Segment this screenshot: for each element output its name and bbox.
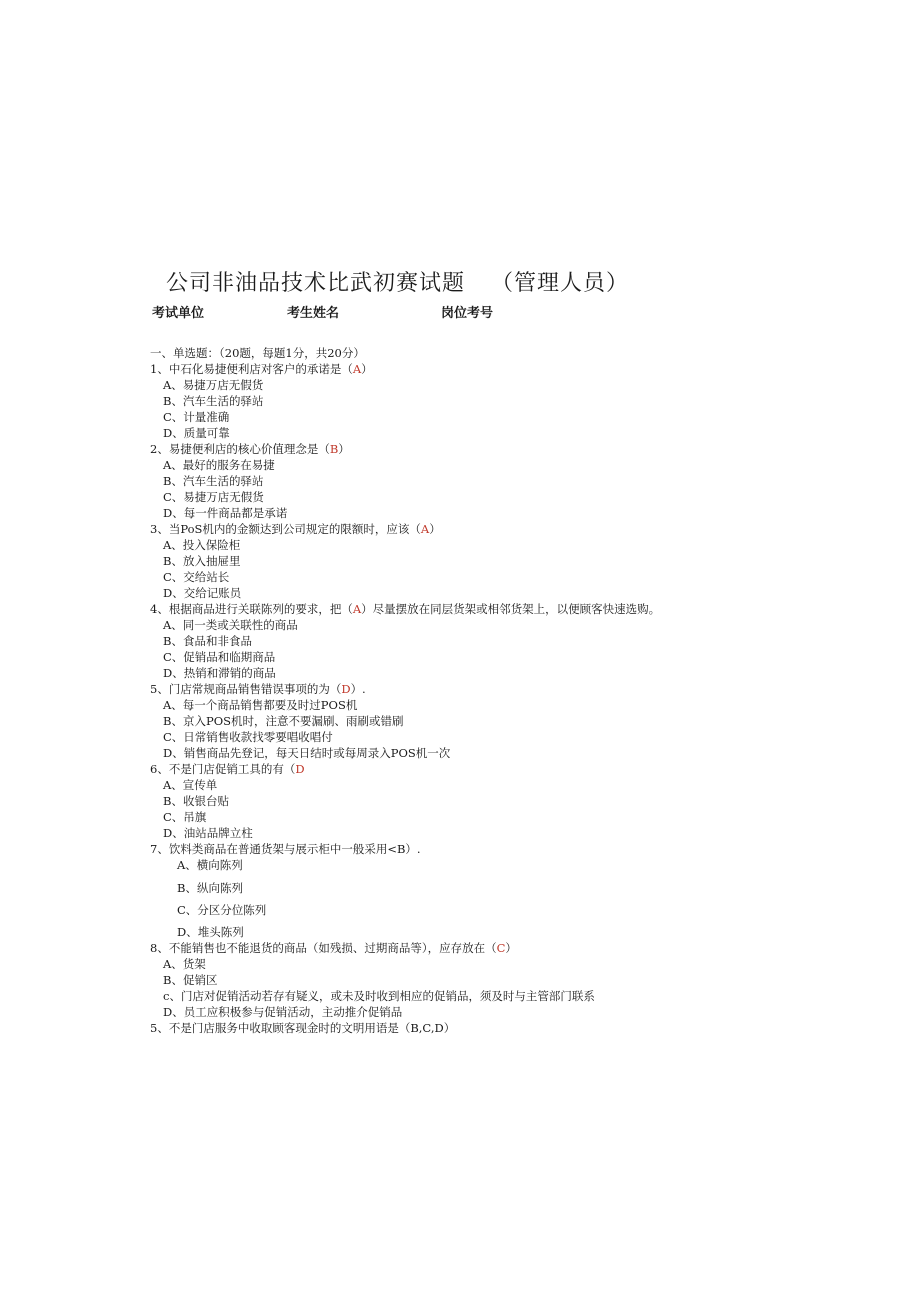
- option: B、汽车生活的驿站: [163, 394, 264, 408]
- option: A、宣传单: [163, 778, 218, 792]
- page-title: [166, 266, 629, 297]
- title-subtitle: （管理人员）: [491, 271, 630, 296]
- question-9: 5、不是门店服务中收取顾客现金时的文明用语是（B,C,D）: [150, 1021, 456, 1035]
- option: B、放入抽屉里: [163, 554, 241, 568]
- field-post-id: 岗位考号: [441, 306, 494, 321]
- option: C、吊旗: [163, 810, 207, 824]
- option: D、销售商品先登记，每天日结时或每周录入POS机一次: [163, 746, 451, 760]
- field-candidate-name: 考生姓名: [287, 306, 340, 321]
- option: A、每一个商品销售都要及时过POS机: [163, 698, 358, 712]
- option: A、横向陈列: [177, 858, 243, 872]
- option: D、每一件商品都是承诺: [163, 506, 288, 520]
- answer-7: B: [396, 842, 406, 856]
- option: A、投入保险柜: [163, 538, 241, 552]
- option: B、汽车生活的驿站: [163, 474, 264, 488]
- option: c、门店对促销活动若存有疑义，或未及时收到相应的促销品，须及时与主管部门联系: [163, 989, 595, 1003]
- option: B、食品和非食品: [163, 634, 252, 648]
- title-main: 公司非油品技术比武初赛试题: [166, 271, 466, 296]
- question-4: 4、根据商品进行关联陈列的要求，把（A）尽量摆放在同层货架或相邻货架上，以便顾客快速选购。: [150, 602, 661, 616]
- option: C、促销品和临期商品: [163, 650, 276, 664]
- answer-5: D: [341, 682, 351, 696]
- option: D、质量可靠: [163, 426, 230, 440]
- question-6: 6、不是门店促销工具的有（D: [150, 762, 305, 776]
- option: C、分区分位陈列: [177, 903, 267, 917]
- section-heading: 一、单选题：（20题，每题1分，共20分）: [150, 346, 365, 360]
- option: B、促销区: [163, 973, 218, 987]
- option: A、同一类或关联性的商品: [163, 618, 298, 632]
- option: D、油站品牌立柱: [163, 826, 253, 840]
- option: D、堆头陈列: [177, 925, 244, 939]
- field-exam-unit: 考试单位: [152, 306, 205, 321]
- answer-9: B,C,D: [410, 1021, 444, 1035]
- answer-8: C: [496, 941, 506, 955]
- answer-6: D: [295, 762, 305, 776]
- option: D、热销和滞销的商品: [163, 666, 276, 680]
- answer-2: B: [329, 442, 339, 456]
- option: D、交给记账员: [163, 586, 242, 600]
- option: A、最好的服务在易捷: [163, 458, 275, 472]
- option: D、员工应积极参与促销活动，主动推介促销品: [163, 1005, 403, 1019]
- option: C、日常销售收款找零要唱收唱付: [163, 730, 333, 744]
- option: C、交给站长: [163, 570, 230, 584]
- option: B、京入POS机时，注意不要漏刷、雨刷或错刷: [163, 714, 404, 728]
- question-1: 1、中石化易捷便利店对客户的承诺是（A）: [150, 362, 373, 376]
- option: A、易捷万店无假货: [163, 378, 264, 392]
- option: C、计量准确: [163, 410, 230, 424]
- option: B、纵向陈列: [177, 881, 243, 895]
- answer-1: A: [352, 362, 362, 376]
- question-3: 3、当PoS机内的金额达到公司规定的限额时，应该（A）: [150, 522, 441, 536]
- question-5: 5、门店常规商品销售错误事项的为（D）.: [150, 682, 366, 696]
- answer-3: A: [420, 522, 430, 536]
- question-7: 7、饮料类商品在普通货架与展示柜中一般采用<B）.: [150, 842, 421, 856]
- answer-4: A: [352, 602, 362, 616]
- question-8: 8、不能销售也不能退货的商品（如残损、过期商品等），应存放在（C）: [150, 941, 517, 955]
- question-2: 2、易捷便利店的核心价值理念是（B）: [150, 442, 350, 456]
- option: A、货架: [163, 957, 206, 971]
- option: C、易捷万店无假货: [163, 490, 264, 504]
- option: B、收银台贴: [163, 794, 229, 808]
